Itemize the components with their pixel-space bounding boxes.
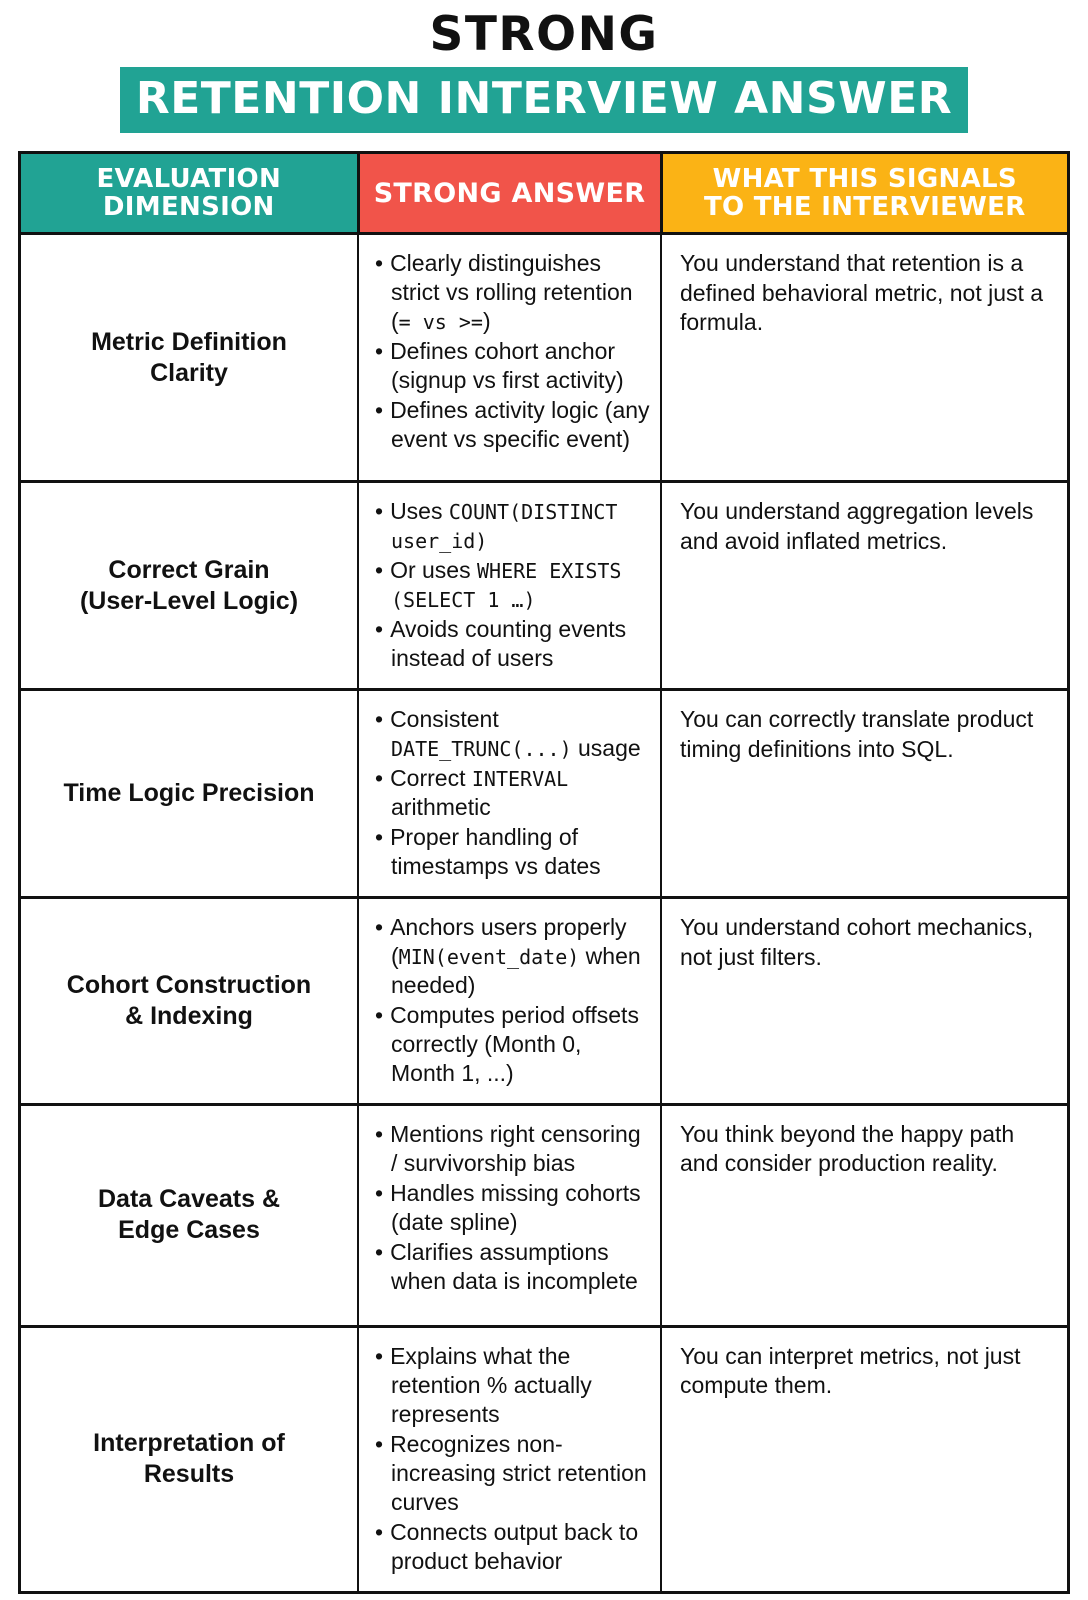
bullet-text: arithmetic (391, 794, 491, 821)
cell-signal (661, 234, 1067, 482)
bullet-text: ) (482, 308, 491, 335)
column-header-signals-line2: TO THE INTERVIEWER (703, 192, 1026, 223)
table-row (21, 234, 1067, 482)
column-header-strong-answer-label: STRONG ANSWER (373, 177, 646, 209)
answer-bullet (375, 556, 650, 614)
page-title-kicker: STRONG (429, 7, 659, 62)
bullet-text: Proper handling of timestamps vs dates (390, 824, 601, 879)
table-row (21, 690, 1067, 898)
answer-bullet-list (375, 913, 650, 1088)
column-header-dimension-line1: EVALUATION (96, 164, 282, 195)
dimension-line1: Data Caveats & (97, 1185, 281, 1214)
signal-text: You understand aggregation levels and avoid inflated metrics. (680, 498, 1034, 554)
table-row (21, 898, 1067, 1105)
cell-dimension (21, 1104, 358, 1326)
answer-bullet (375, 497, 650, 555)
bullet-text: Defines activity logic (any event vs specific event) (390, 397, 650, 453)
bullet-text: when needed) (391, 943, 641, 999)
bullet-text: Or uses (390, 557, 477, 584)
bullet-text: Clarifies assumptions when data is incomplete (390, 1238, 638, 1294)
cell-strong-answer (358, 234, 661, 482)
dimension-line2: (User-Level Logic) (79, 586, 299, 615)
bullet-text: Explains what the retention % actually represents (390, 1342, 592, 1427)
table-row (21, 1104, 1067, 1326)
dimension-line1: Correct Grain (108, 555, 270, 584)
bullet-text: Computes period offsets correctly (Month 0, Month 1, ...) (390, 1002, 639, 1086)
answer-bullet (375, 615, 650, 673)
page-title-banner: RETENTION INTERVIEW ANSWER (120, 67, 968, 133)
bullet-text: Mentions right censoring / survivorship bias (390, 1120, 641, 1176)
dimension-line2: & Indexing (125, 1002, 253, 1031)
cell-dimension (21, 1326, 358, 1590)
answer-bullet (375, 1430, 650, 1517)
cell-dimension (21, 898, 358, 1105)
table-row (21, 1326, 1067, 1590)
answer-bullet-list (375, 1342, 650, 1576)
dimension-line1: Cohort Construction (66, 970, 312, 999)
table-row (21, 482, 1067, 690)
bullet-text: Defines cohort anchor (signup vs first activity) (390, 338, 624, 394)
sql-snippet: WHERE EXISTS (SELECT 1 …) (391, 559, 622, 613)
dimension-line2: Edge Cases (118, 1216, 260, 1245)
bullet-text: usage (571, 735, 641, 762)
cell-signal (661, 1326, 1067, 1590)
table-header (21, 154, 1067, 234)
bullet-text: Correct (390, 765, 472, 792)
cell-dimension (21, 482, 358, 690)
title-banner-wrap (0, 67, 1088, 133)
answer-bullet-list (375, 705, 650, 881)
cell-strong-answer (358, 482, 661, 690)
dimension-line2: Clarity (150, 358, 228, 387)
column-header-signals (661, 154, 1067, 234)
answer-bullet (375, 1238, 650, 1296)
dimension-line1: Interpretation of (93, 1429, 285, 1458)
signal-text: You can correctly translate product timing definitions into SQL. (680, 706, 1034, 762)
sql-snippet: COUNT(DISTINCT user_id) (391, 500, 618, 554)
answer-bullet (375, 337, 650, 395)
table-body (21, 234, 1067, 1591)
answer-bullet (375, 1179, 650, 1237)
signal-text: You can interpret metrics, not just compute them. (680, 1342, 1021, 1399)
answer-bullet-list (375, 497, 650, 673)
sql-snippet: INTERVAL (471, 767, 569, 792)
dimension-line1: Time Logic Precision (63, 779, 315, 808)
title-block (0, 0, 1088, 133)
answer-bullet (375, 1342, 650, 1429)
column-header-signals-line1: WHAT THIS SIGNALS (712, 164, 1017, 195)
answer-bullet (375, 249, 650, 336)
cell-dimension (21, 234, 358, 482)
cell-dimension (21, 690, 358, 898)
sql-snippet: MIN(event_date) (398, 945, 580, 970)
answer-bullet-list (375, 249, 650, 454)
answer-bullet-list (375, 1120, 650, 1296)
bullet-text: Avoids counting events instead of users (390, 616, 627, 672)
cell-strong-answer (358, 690, 661, 898)
bullet-text: Handles missing cohorts (date spline) (390, 1179, 641, 1235)
dimension-line1: Metric Definition (91, 327, 287, 356)
answer-bullet (375, 764, 650, 822)
column-header-dimension-line2: DIMENSION (102, 192, 275, 223)
cell-signal (661, 898, 1067, 1105)
column-header-dimension (21, 154, 358, 234)
comparison-table (21, 154, 1067, 1590)
signal-text: You understand cohort mechanics, not just filters. (680, 914, 1034, 970)
cell-signal (661, 1104, 1067, 1326)
sql-snippet: DATE_TRUNC(...) (391, 737, 572, 762)
answer-bullet (375, 705, 650, 763)
answer-bullet (375, 1518, 650, 1576)
cell-strong-answer (358, 898, 661, 1105)
cell-signal (661, 482, 1067, 690)
answer-bullet (375, 1120, 650, 1178)
bullet-text: Anchors users properly ( (390, 914, 627, 970)
table-header-row (21, 154, 1067, 234)
bullet-text: Uses (390, 498, 449, 525)
signal-text: You understand that retention is a defined behavioral metric, not just a formula. (680, 250, 1044, 336)
signal-text: You think beyond the happy path and consider production reality. (680, 1120, 1015, 1177)
column-header-strong-answer (358, 154, 661, 234)
dimension-line2: Results (143, 1460, 235, 1489)
answer-bullet (375, 823, 650, 881)
cell-signal (661, 690, 1067, 898)
cell-strong-answer (358, 1104, 661, 1326)
answer-bullet (375, 396, 650, 454)
sql-snippet: = vs >= (398, 310, 483, 335)
comparison-table-wrap (18, 151, 1070, 1593)
answer-bullet (375, 913, 650, 1000)
bullet-text: Clearly distinguishes strict vs rolling retention ( (390, 250, 633, 335)
bullet-text: Consistent (390, 706, 499, 733)
bullet-text: Recognizes non-increasing strict retention curves (390, 1430, 647, 1515)
answer-bullet (375, 1001, 650, 1088)
cell-strong-answer (358, 1326, 661, 1590)
bullet-text: Connects output back to product behavior (390, 1518, 639, 1574)
